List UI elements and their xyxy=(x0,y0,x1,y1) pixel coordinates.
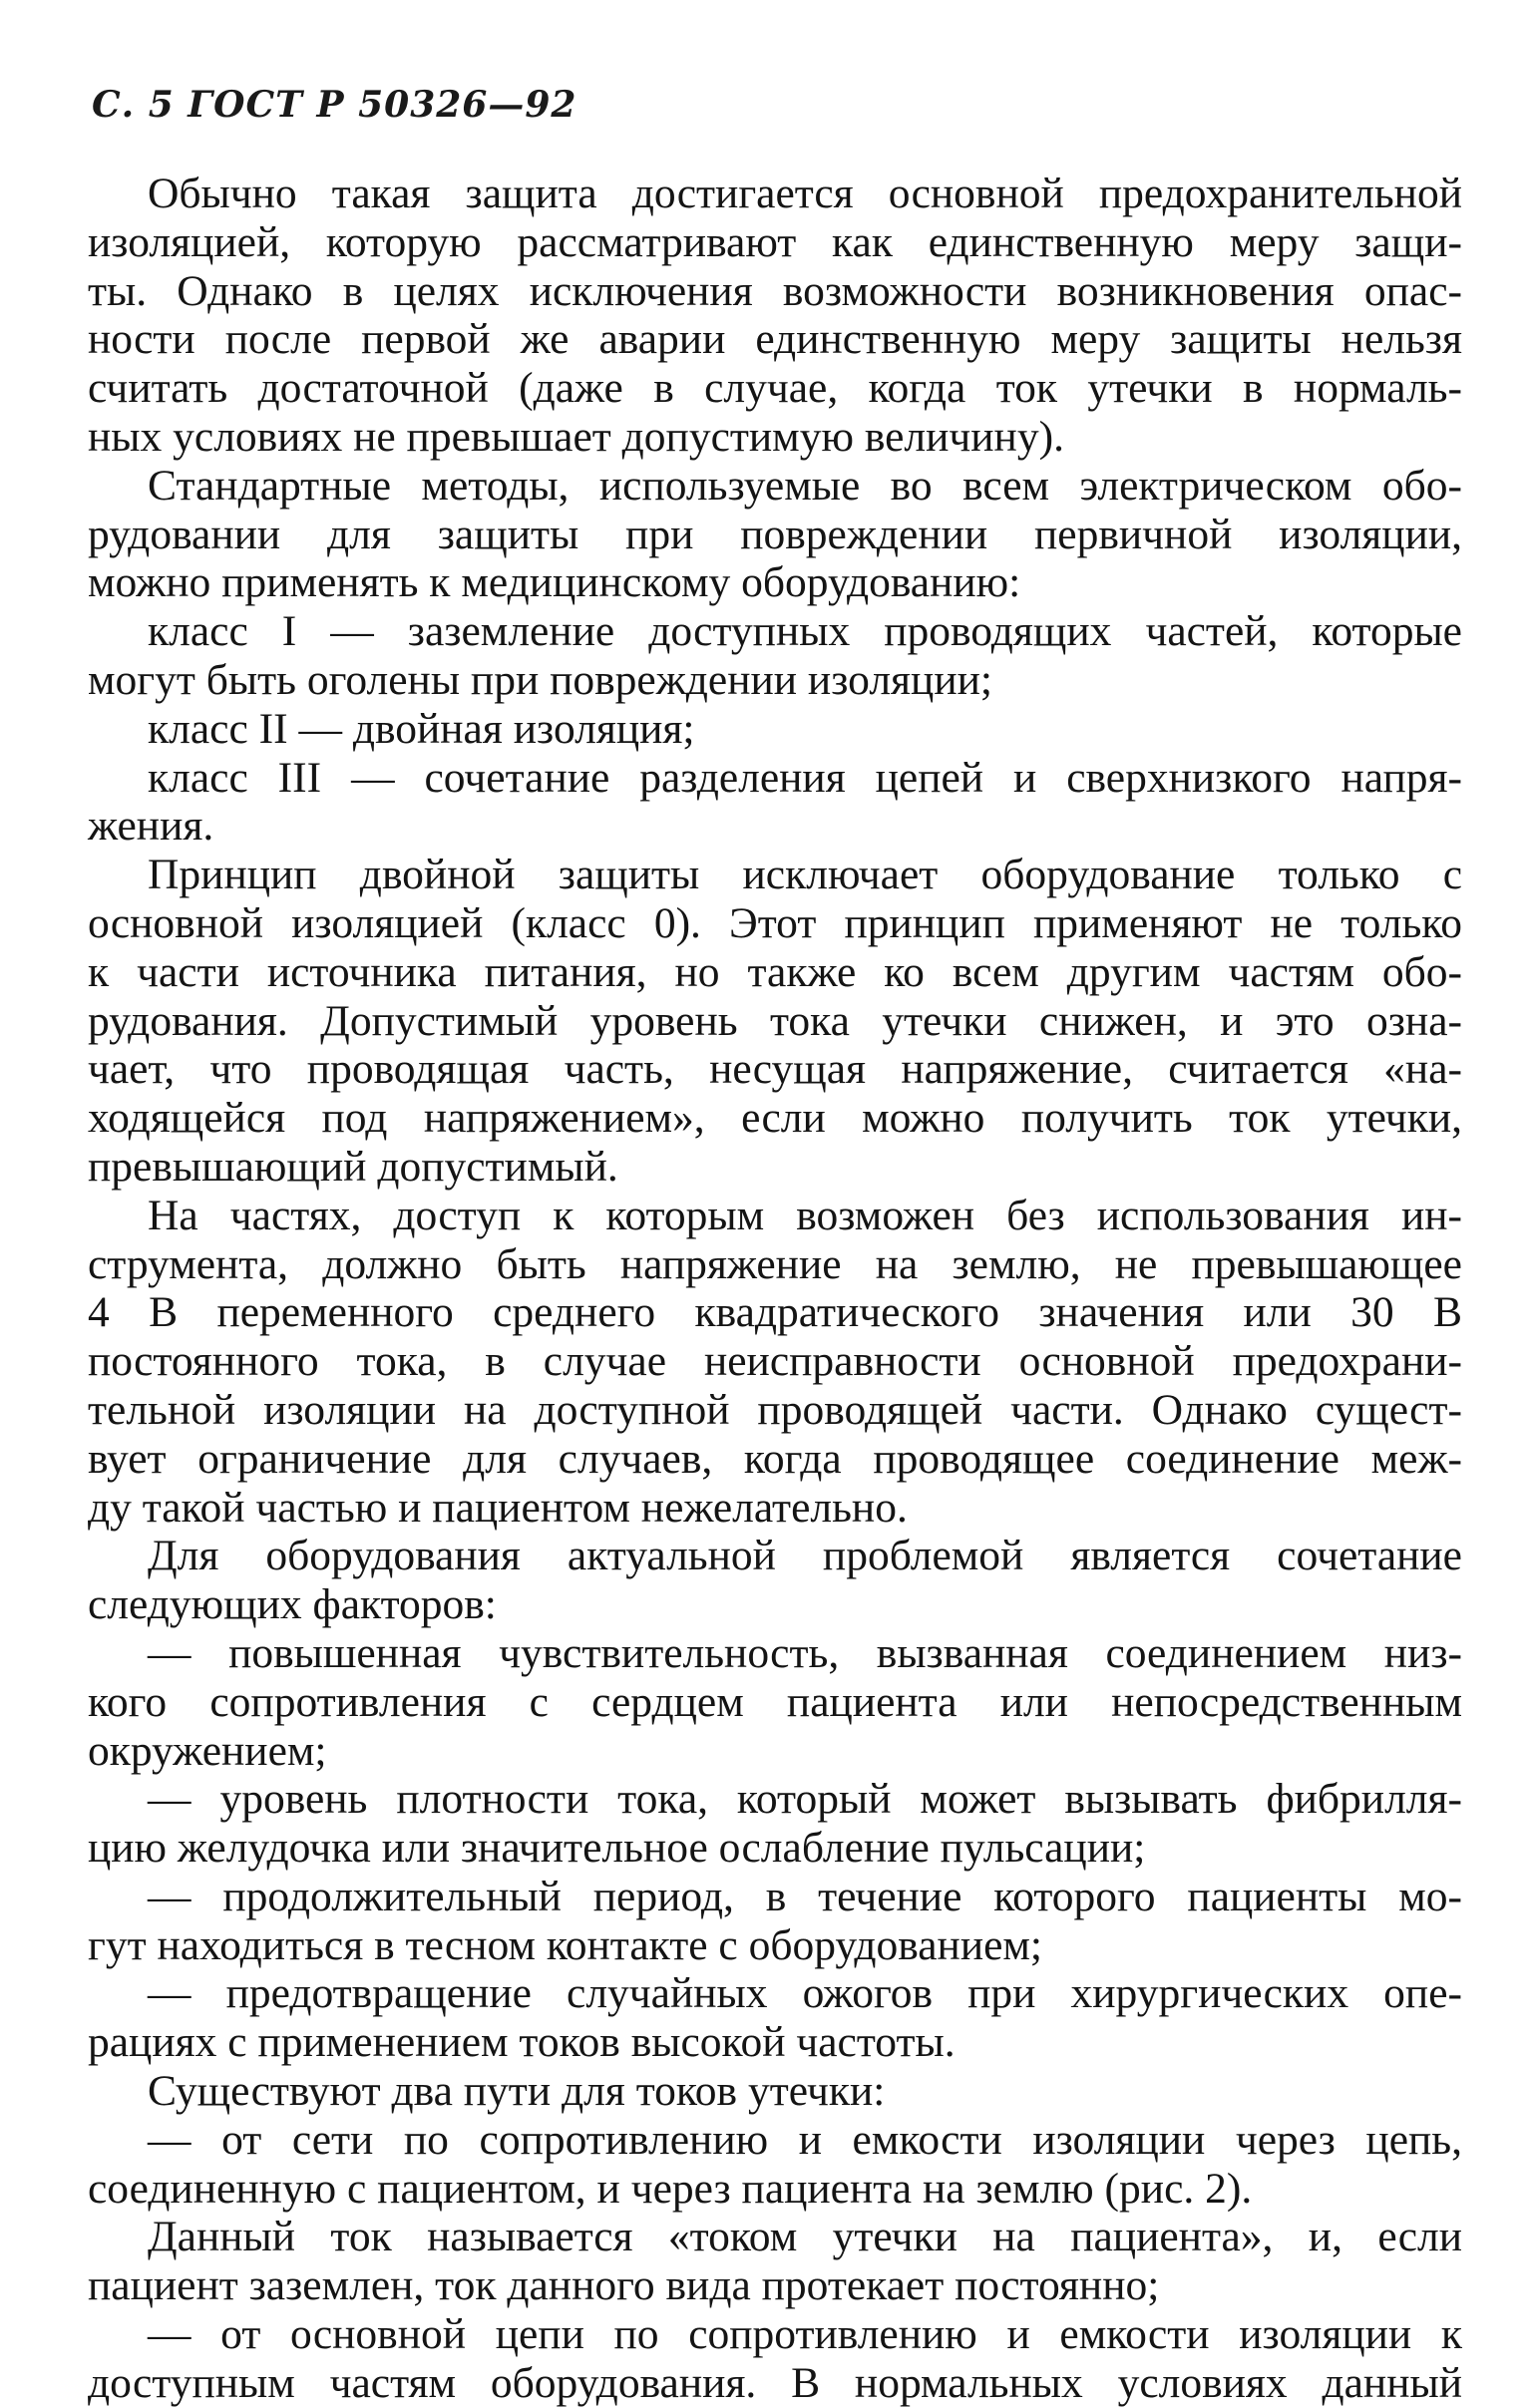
text-line: рудования. Допустимый уровень тока утечки снижен, и это озна- xyxy=(88,996,1462,1045)
text-line: могут быть оголены при повреждении изоляции; xyxy=(88,655,992,704)
text-line: — от сети по сопротивлению и емкости изоляции через цепь, xyxy=(148,2115,1462,2164)
text-line: превышающий допустимый. xyxy=(88,1142,618,1191)
text-line: рациях с применением токов высокой частоты. xyxy=(88,2018,956,2067)
text-line: чает, что проводящая часть, несущая напряжение, считается «на- xyxy=(88,1045,1462,1094)
text-line: Обычно такая защита достигается основной предохранительной xyxy=(148,170,1462,217)
running-header: С. 5 ГОСТ Р 50326—92 xyxy=(92,84,577,126)
text-line: жения. xyxy=(88,802,214,851)
text-line: тельной изоляции на доступной проводящей части. Однако сущест- xyxy=(88,1385,1462,1434)
text-line: цию желудочка или значительное ослабление пульсации; xyxy=(88,1824,1146,1873)
text-line: рудовании для защиты при повреждении первичной изоляции, xyxy=(88,510,1462,558)
text-line: ты. Однако в целях исключения возможности возникновения опас- xyxy=(88,266,1462,315)
text-line: доступным частям оборудования. В нормальных условиях данный xyxy=(88,2358,1462,2407)
text-line: постоянного тока, в случае неисправности основной предохрани- xyxy=(88,1337,1462,1386)
body-text xyxy=(88,170,1462,2408)
text-line: класс I — заземление доступных проводящих частей, которые xyxy=(148,607,1462,656)
text-line: вует ограничение для случаев, когда проводящее соединение меж- xyxy=(88,1434,1462,1483)
text-line: — повышенная чувствительность, вызванная соединением низ- xyxy=(148,1628,1462,1677)
text-line: Для оборудования актуальной проблемой является сочетание xyxy=(148,1532,1462,1580)
text-line: изоляцией, которую рассматривают как единственную меру защи- xyxy=(88,217,1462,266)
text-line: Существуют два пути для токов утечки: xyxy=(148,2067,886,2116)
text-line: следующих факторов: xyxy=(88,1580,497,1629)
text-line: На частях, доступ к которым возможен без использования ин- xyxy=(148,1191,1462,1239)
text-line: 4 В переменного среднего квадратического значения или 30 В xyxy=(88,1288,1462,1337)
text-line: — от основной цепи по сопротивлению и емкости изоляции к xyxy=(148,2310,1462,2359)
text-line: — предотвращение случайных ожогов при хирургических опе- xyxy=(148,1969,1462,2018)
text-line: струмента, должно быть напряжение на землю, не превышающее xyxy=(88,1239,1462,1288)
text-line: — продолжительный период, в течение которого пациенты мо- xyxy=(148,1872,1462,1920)
text-line: Принцип двойной защиты исключает оборудование только с xyxy=(148,851,1462,899)
text-line: кого сопротивления с сердцем пациента или непосредственным xyxy=(88,1677,1462,1726)
text-line: класс II — двойная изоляция; xyxy=(148,704,695,753)
text-line: основной изоляцией (класс 0). Этот принцип применяют не только xyxy=(88,898,1462,947)
text-line: пациент заземлен, ток данного вида протекает постоянно; xyxy=(88,2261,1160,2310)
text-line: ходящейся под напряжением», если можно получить ток утечки, xyxy=(88,1094,1462,1143)
text-line: ных условиях не превышает допустимую величину). xyxy=(88,412,1064,461)
text-line: считать достаточной (даже в случае, когда ток утечки в нормаль- xyxy=(88,364,1462,413)
text-line: Стандартные методы, используемые во всем электрическом обо- xyxy=(148,461,1462,510)
text-line: Данный ток называется «током утечки на пациента», и, если xyxy=(148,2213,1462,2261)
text-line: — уровень плотности тока, который может вызывать фибрилля- xyxy=(148,1775,1462,1824)
text-line: можно применять к медицинскому оборудованию: xyxy=(88,558,1021,607)
text-line: окружением; xyxy=(88,1726,327,1775)
text-line: гут находиться в тесном контакте с оборудованием; xyxy=(88,1920,1043,1969)
text-line: ности после первой же аварии единственную меру защиты нельзя xyxy=(88,315,1462,364)
text-line: к части источника питания, но также ко всем другим частям обо- xyxy=(88,947,1462,996)
text-line: класс III — сочетание разделения цепей и сверхнизкого напря- xyxy=(148,753,1462,802)
text-line: ду такой частью и пациентом нежелательно. xyxy=(88,1483,908,1532)
text-line: соединенную с пациентом, и через пациента на землю (рис. 2). xyxy=(88,2164,1253,2213)
